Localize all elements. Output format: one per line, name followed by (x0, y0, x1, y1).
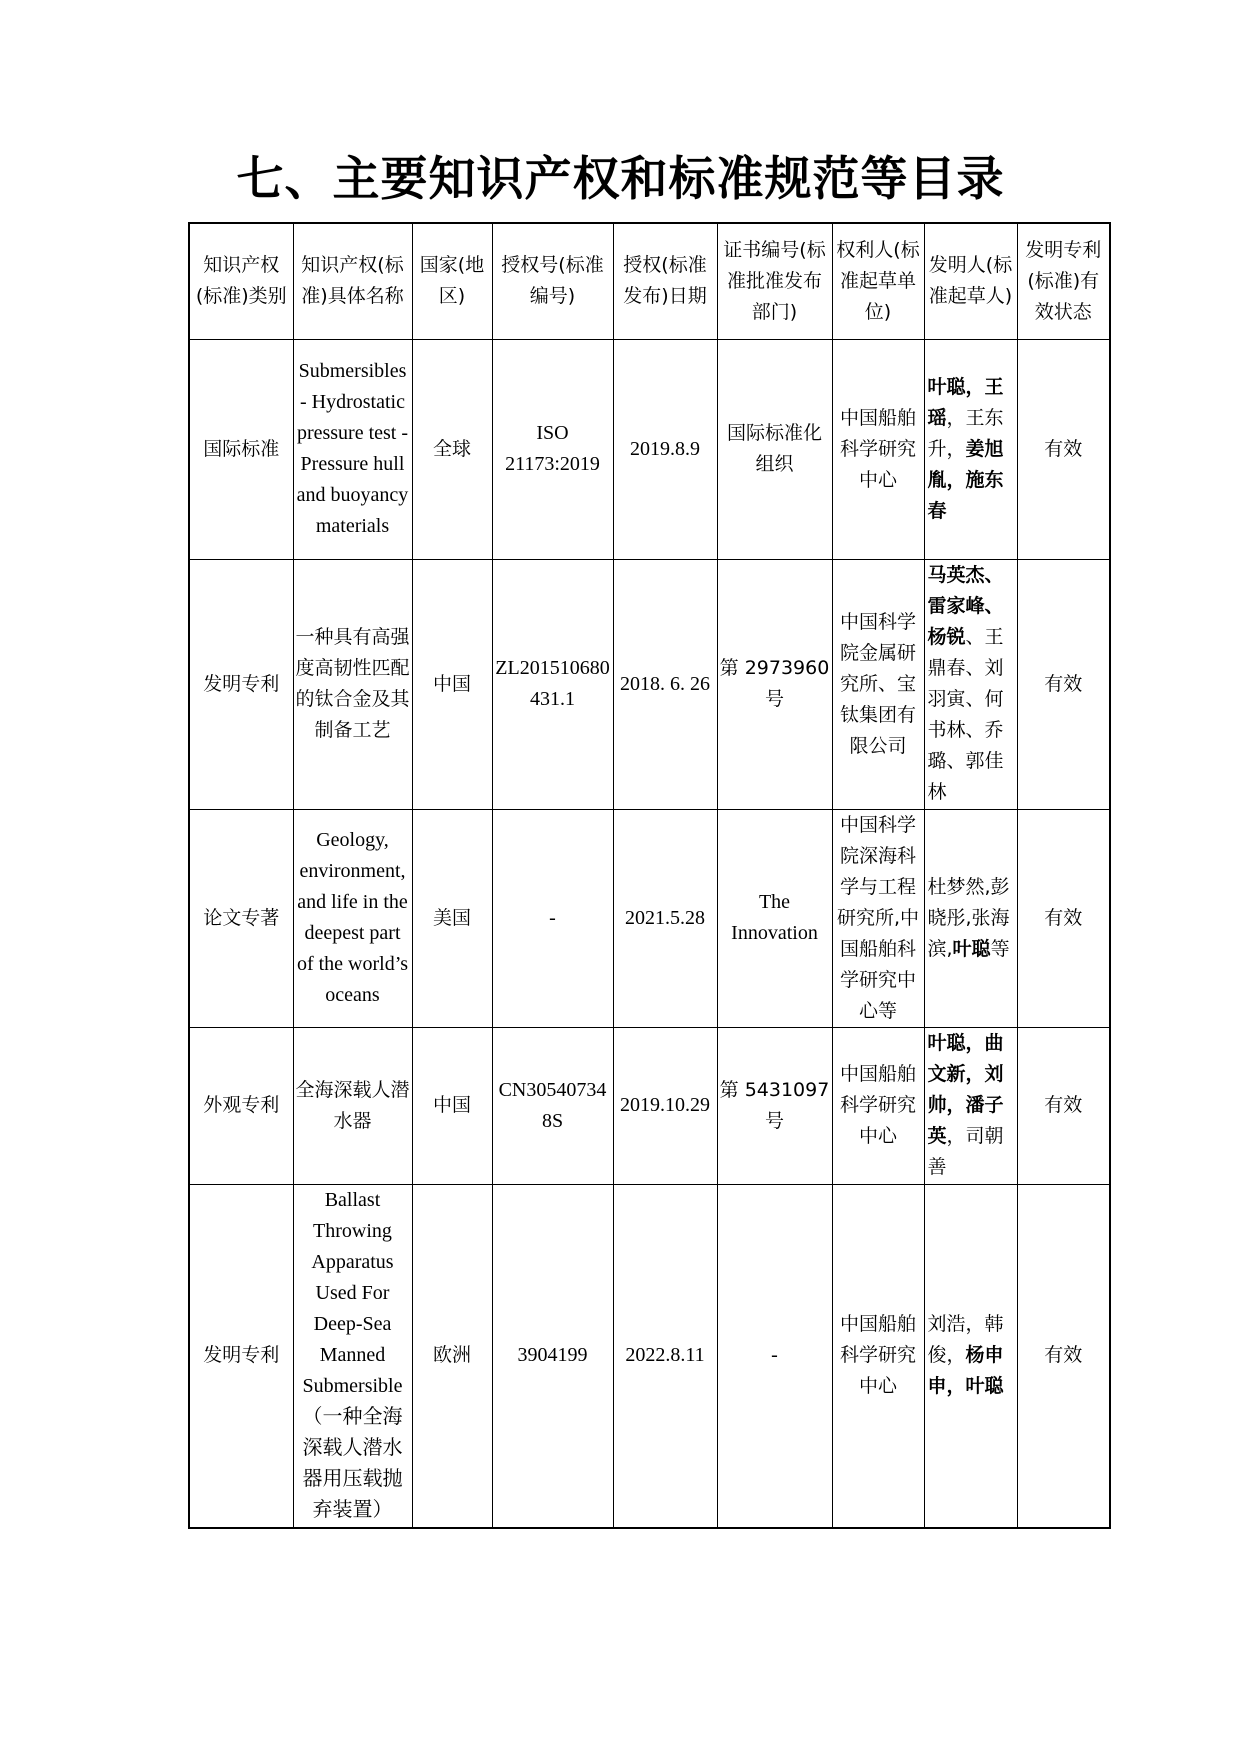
cell-category: 外观专利 (189, 1027, 293, 1184)
cell-inventors (924, 1184, 1017, 1528)
cell-number: CN305407348S (492, 1027, 613, 1184)
inventor-segment: 叶聪 (952, 937, 991, 960)
cell-number: ZL201510680431.1 (492, 559, 613, 809)
table-header-row (189, 223, 1110, 339)
cell-date: 2018. 6. 26 (613, 559, 717, 809)
table-row (189, 1184, 1110, 1528)
cell-inventors (924, 339, 1017, 559)
col-header-category: 知识产权(标准)类别 (189, 223, 293, 339)
cell-name: Submersibles - Hydrostatic pressure test - Pressure hull and buoyancy materials (293, 339, 412, 559)
cell-date: 2019.10.29 (613, 1027, 717, 1184)
cell-status: 有效 (1017, 339, 1110, 559)
cell-number: ISO 21173:2019 (492, 339, 613, 559)
col-header-holder: 权利人(标准起草单位) (832, 223, 924, 339)
col-header-date: 授权(标准发布)日期 (613, 223, 717, 339)
col-header-number: 授权号(标准编号) (492, 223, 613, 339)
cell-date: 2019.8.9 (613, 339, 717, 559)
cell-category: 发明专利 (189, 559, 293, 809)
cell-status: 有效 (1017, 559, 1110, 809)
cell-inventors (924, 809, 1017, 1027)
cell-inventors (924, 1027, 1017, 1184)
cell-status: 有效 (1017, 809, 1110, 1027)
cell-holder: 中国船舶科学研究中心 (832, 339, 924, 559)
inventor-segment: 叶聪，曲文新，刘帅，潘子英 (927, 1032, 1004, 1147)
col-header-inventors: 发明人(标准起草人) (924, 223, 1017, 339)
inventor-segment: 姜旭胤，施东春 (927, 437, 1004, 522)
table-row (189, 809, 1110, 1027)
page-title: 七、主要知识产权和标准规范等目录 (236, 152, 1005, 207)
ip-standards-table (188, 222, 1111, 1529)
cell-category: 国际标准 (189, 339, 293, 559)
cell-country: 欧洲 (412, 1184, 492, 1528)
cell-date: 2021.5.28 (613, 809, 717, 1027)
cell-holder: 中国科学院深海科学与工程研究所,中国船舶科学研究中心等 (832, 809, 924, 1027)
col-header-status: 发明专利(标准)有效状态 (1017, 223, 1110, 339)
cell-name: Geology, environment, and life in the deepest part of the world’s oceans (293, 809, 412, 1027)
cell-country: 全球 (412, 339, 492, 559)
col-header-country: 国家(地区) (412, 223, 492, 339)
cell-category: 发明专利 (189, 1184, 293, 1528)
cell-certificate: The Innovation (717, 809, 832, 1027)
cell-name: 一种具有高强度高韧性匹配的钛合金及其制备工艺 (293, 559, 412, 809)
cell-date: 2022.8.11 (613, 1184, 717, 1528)
cell-number: - (492, 809, 613, 1027)
table-row (189, 559, 1110, 809)
inventor-segment: 刘浩，韩俊， (927, 1313, 1004, 1367)
inventor-segment: ，司朝善 (927, 1125, 1004, 1178)
inventor-segment: 、王鼎春、刘羽寅、何书林、乔璐、郭佳林 (927, 626, 1004, 803)
inventor-segment: 等 (990, 937, 1010, 960)
cell-certificate: 第 5431097 号 (717, 1027, 832, 1184)
cell-holder: 中国科学院金属研究所、宝钛集团有限公司 (832, 559, 924, 809)
col-header-name: 知识产权(标准)具体名称 (293, 223, 412, 339)
cell-country: 中国 (412, 559, 492, 809)
cell-holder: 中国船舶科学研究中心 (832, 1027, 924, 1184)
cell-holder: 中国船舶科学研究中心 (832, 1184, 924, 1528)
inventor-segment: ，王东升， (927, 406, 1004, 460)
cell-name: 全海深载人潜水器 (293, 1027, 412, 1184)
col-header-certificate: 证书编号(标准批准发布部门) (717, 223, 832, 339)
cell-status: 有效 (1017, 1027, 1110, 1184)
inventor-segment: 马英杰、雷家峰、杨锐 (927, 564, 1004, 648)
inventor-segment: 杨申申，叶聪 (927, 1344, 1004, 1398)
inventor-segment: 叶聪，王瑶 (927, 375, 1004, 429)
table-row (189, 339, 1110, 559)
cell-certificate: 第 2973960 号 (717, 559, 832, 809)
cell-country: 中国 (412, 1027, 492, 1184)
table-row (189, 1027, 1110, 1184)
cell-certificate: - (717, 1184, 832, 1528)
cell-name: Ballast Throwing Apparatus Used For Deep-Sea Manned Submersible（一种全海深载人潜水器用压载抛弃装置） (293, 1184, 412, 1528)
cell-country: 美国 (412, 809, 492, 1027)
inventor-segment: 杜梦然,彭晓彤,张海滨, (927, 875, 1010, 960)
cell-category: 论文专著 (189, 809, 293, 1027)
cell-number: 3904199 (492, 1184, 613, 1528)
cell-status: 有效 (1017, 1184, 1110, 1528)
cell-inventors (924, 559, 1017, 809)
cell-certificate: 国际标准化组织 (717, 339, 832, 559)
